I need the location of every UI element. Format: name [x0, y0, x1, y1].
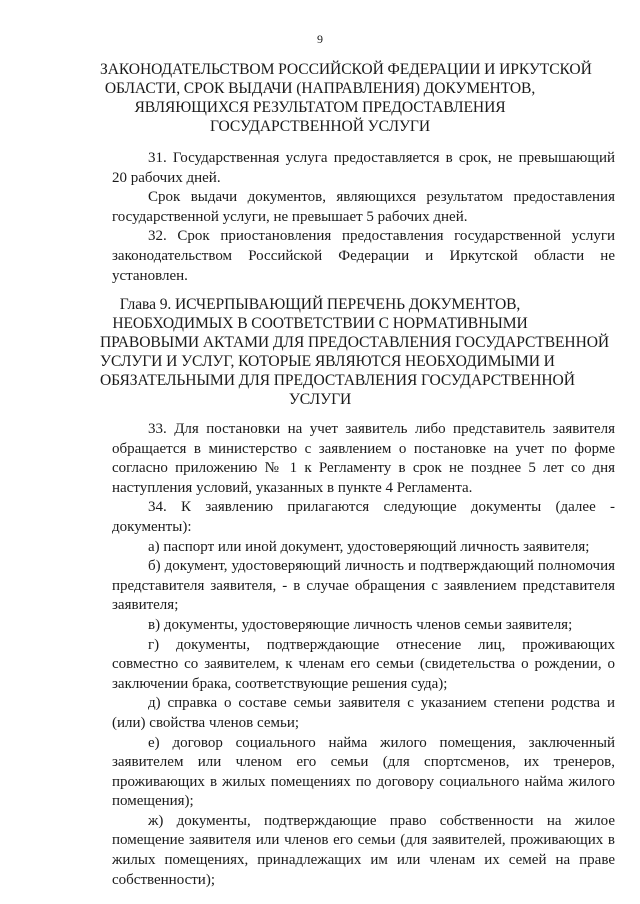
- section-heading: [100, 60, 592, 136]
- list-item-b: б) документ, удостоверяющий личность и подтверждающий полномочия представителя заявителя, - в случае обращения с заявлением представителя заявителя;: [112, 558, 615, 614]
- documents-section: [112, 420, 615, 890]
- heading-line: Глава 9. ИСЧЕРПЫВАЮЩИЙ ПЕРЕЧЕНЬ ДОКУМЕНТОВ,: [119, 296, 521, 313]
- paragraph-31: 31. Государственная услуга предоставляется в срок, не превышающий 20 рабочих дней.: [112, 150, 615, 186]
- list-item-v: в) документы, удостоверяющие личность членов семьи заявителя;: [148, 616, 573, 633]
- list-item-e: е) договор социального найма жилого помещения, заключенный заявителем или членом его семьи (для спортсменов, их тренеров, проживающих в жилых помещениях по договору социального найма жилого помещения);: [112, 734, 615, 810]
- paragraph-33: 33. Для постановки на учет заявитель либо представитель заявителя обращается в министерство с заявлением о постановке на учет по форме согласно приложению № 1 к Регламенту в срок не позднее 5 лет со дня наступления условий, указанных в пункте 4 Регламента.: [112, 421, 615, 496]
- paragraph-32: 32. Срок приостановления предоставления государственной услуги законодательством Российской Федерации и Иркутской области не установлен.: [112, 228, 615, 284]
- heading-line: ОБЛАСТИ, СРОК ВЫДАЧИ (НАПРАВЛЕНИЯ) ДОКУМЕНТОВ,: [104, 80, 536, 97]
- heading-line: ЗАКОНОДАТЕЛЬСТВОМ РОССИЙСКОЙ ФЕДЕРАЦИИ И ИРКУТСКОЙ: [100, 61, 592, 78]
- list-item-a: а) паспорт или иной документ, удостоверяющий личность заявителя;: [148, 538, 590, 555]
- list-item-d: д) справка о составе семьи заявителя с указанием степени родства и (или) свойства членов семьи;: [112, 695, 615, 731]
- heading-line: ПРАВОВЫМИ АКТАМИ ДЛЯ ПРЕДОСТАВЛЕНИЯ ГОСУДАРСТВЕННОЙ: [100, 334, 610, 351]
- heading-line: ЯВЛЯЮЩИХСЯ РЕЗУЛЬТАТОМ ПРЕДОСТАВЛЕНИЯ: [134, 99, 506, 116]
- terms-section: [112, 149, 615, 286]
- heading-line: ОБЯЗАТЕЛЬНЫМИ ДЛЯ ПРЕДОСТАВЛЕНИЯ ГОСУДАРСТВЕННОЙ: [100, 372, 575, 389]
- heading-line: УСЛУГИ: [288, 391, 352, 408]
- page-number: 9: [317, 32, 323, 46]
- paragraph-issue-term: Срок выдачи документов, являющихся результатом предоставления государственной услуги, не превышает 5 рабочих дней.: [112, 189, 615, 225]
- list-item-g: г) документы, подтверждающие отнесение лиц, проживающих совместно со заявителем, к членам его семьи (свидетельства о рождении, о заключении брака, соответствующие решения суда);: [112, 636, 615, 692]
- heading-line: УСЛУГИ И УСЛУГ, КОТОРЫЕ ЯВЛЯЮТСЯ НЕОБХОДИМЫМИ И: [100, 353, 555, 370]
- list-item-zh: ж) документы, подтверждающие право собственности на жилое помещение заявителя или членов его семьи (для заявителей, проживающих в жилых помещениях, принадлежащих им или членам их семей на праве собственности);: [112, 812, 615, 888]
- heading-line: ГОСУДАРСТВЕННОЙ УСЛУГИ: [209, 118, 431, 135]
- heading-line: НЕОБХОДИМЫХ В СООТВЕТСТВИИ С НОРМАТИВНЫМИ: [112, 315, 528, 332]
- paragraph-34: 34. К заявлению прилагаются следующие документы (далее - документы):: [112, 499, 615, 535]
- chapter-heading: [100, 295, 610, 409]
